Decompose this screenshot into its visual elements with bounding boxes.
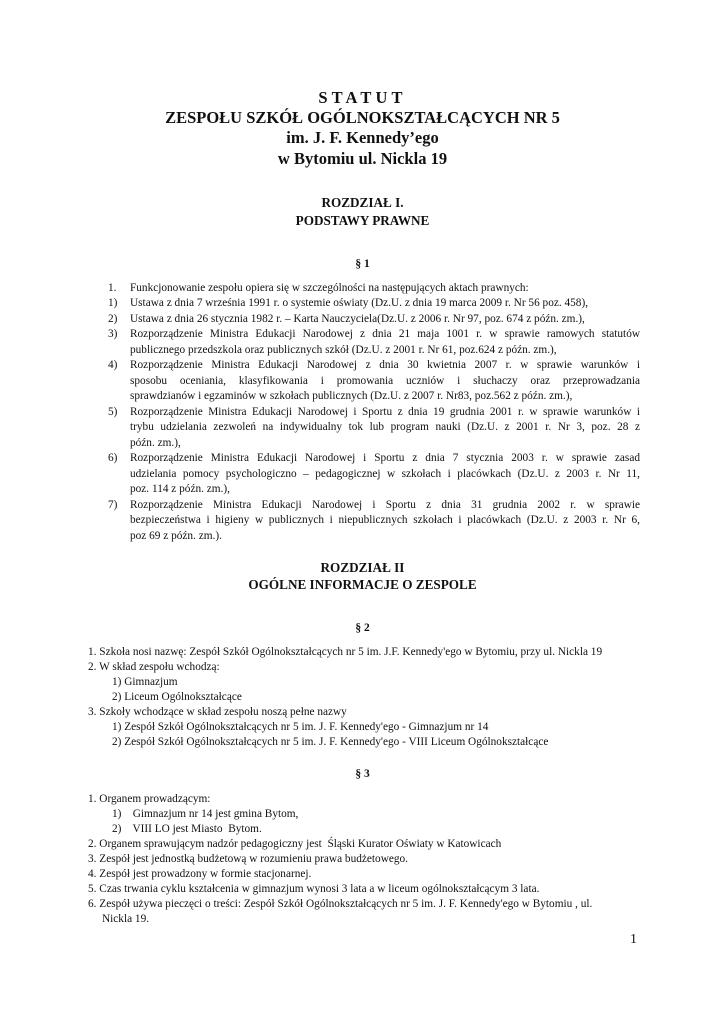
p3-item-6: 6. Zespół używa pieczęci o treści: Zespół Szkół Ogólnokształcących nr 5 im. J. F. Kennedy'ego w Bytomiu , ul. [88,898,593,910]
paragraph-3-heading: § 3 [355,768,370,780]
paragraph-1-heading: § 1 [355,258,370,270]
p2-item-3-sub-1: 1) Zespół Szkół Ogólnokształcących nr 5 im. J. F. Kennedy'ego - Gimnazjum nr 14 [112,721,489,733]
p2-item-3: 3. Szkoły wchodzące w skład zespołu noszą pełne nazwy [88,706,347,718]
legal-acts-list [108,296,640,544]
list-item: 6) Rozporządzenie Ministra Edukacji Narodowej i Sportu z dnia 7 stycznia 2003 r. w sprawie zasad udzielania pomocy psychologiczno – pedagogicznej w szkołach i placówkach (Dz.U. z 2003 r. Nr 11, poz. 114 z późn. zm.), [108,452,640,495]
school-patron: im. J. F. Kennedy’ego [286,128,439,147]
page-number: 1 [630,932,637,947]
chapter-2-title: ROZDZIAŁ II [320,560,405,575]
p2-item-3-sub-2: 2) Zespół Szkół Ogólnokształcących nr 5 im. J. F. Kennedy'ego - VIII Liceum Ogólnokształcące [112,736,549,748]
p2-item-2-sub-2: 2) Liceum Ogólnokształcące [112,691,242,703]
intro-number: 1. [108,282,117,294]
list-item: 3) Rozporządzenie Ministra Edukacji Narodowej z dnia 21 maja 1001 r. w sprawie ramowych statutów publicznego przedszkola oraz publicznych szkół (Dz.U. z 2001 r. Nr 61, poz.624 z późn. zm.), [108,328,640,356]
p2-item-2: 2. W skład zespołu wchodzą: [88,661,220,673]
p3-item-5: 5. Czas trwania cyklu kształcenia w gimnazjum wynosi 3 lata a w liceum ogólnokształcącym 3 lata. [88,883,540,895]
p2-item-2-sub-1: 1) Gimnazjum [112,676,178,688]
list-item: 1) Ustawa z dnia 7 września 1991 r. o systemie oświaty (Dz.U. z dnia 19 marca 2009 r. Nr 56 poz. 458), [108,297,589,309]
chapter-1-subtitle: PODSTAWY PRAWNE [295,213,430,228]
intro-text: Funkcjonowanie zespołu opiera się w szczególności na następujących aktach prawnych: [130,282,529,294]
list-item: 2) Ustawa z dnia 26 stycznia 1982 r. – Karta Nauczyciela(Dz.U. z 2006 r. Nr 97, poz. 674 z późn. zm.), [108,312,585,325]
chapter-2-subtitle: OGÓLNE INFORMACJE O ZESPOLE [248,577,477,592]
p3-item-1-sub-1: 1) Gimnazjum nr 14 jest gmina Bytom, [112,808,299,820]
list-item: 5) Rozporządzenie Ministra Edukacji Narodowej i Sportu z dnia 19 grudnia 2001 r. w sprawie warunków i trybu udzielania zezwoleń na indywidualny tok lub program nauki (Dz.U. z 2001 r. Nr 3, poz. 28 z późn. zm.), [108,405,640,449]
list-item: 7) Rozporządzenie Ministra Edukacji Narodowej i Sportu z dnia 31 grudnia 2002 r. w sprawie bezpieczeństwa i higieny w publicznych i niepublicznych szkołach i placówkach (Dz.U. z 2003 r. Nr 6, poz 69 z późn. zm.). [108,498,640,542]
document-title: STATUT [318,88,407,107]
school-address: w Bytomiu ul. Nickla 19 [277,149,448,168]
list-item: 4) Rozporządzenie Ministra Edukacji Narodowej z dnia 30 kwietnia 2007 r. w sprawie warunków i sposobu oceniania, klasyfikowania i promowania uczniów i słuchaczy oraz przeprowadzania sprawdzianów i egzaminów w szkołach publicznych (Dz.U. z 2007 r. Nr83, poz.562 z późn. zm.), [108,359,640,402]
p2-item-1: 1. Szkoła nosi nazwę: Zespół Szkół Ogólnokształcących nr 5 im. J.F. Kennedy'ego w Bytomiu, przy ul. Nickla 19 [88,646,603,658]
p3-item-3: 3. Zespół jest jednostką budżetową w rozumieniu prawa budżetowego. [88,853,408,865]
p3-item-4: 4. Zespół jest prowadzony w formie stacjonarnej. [88,868,312,880]
chapter-1-title: ROZDZIAŁ I. [321,195,404,210]
school-name: ZESPOŁU SZKÓŁ OGÓLNOKSZTAŁCĄCYCH NR 5 [165,108,560,127]
p3-item-1-sub-2: 2) VIII LO jest Miasto Bytom. [112,823,262,835]
p3-item-1: 1. Organem prowadzącym: [88,793,211,805]
p3-item-2: 2. Organem sprawującym nadzór pedagogiczny jest Śląski Kurator Oświaty w Katowicach [88,838,502,850]
p3-item-6-cont: Nickla 19. [102,913,150,925]
paragraph-2-heading: § 2 [355,622,370,634]
